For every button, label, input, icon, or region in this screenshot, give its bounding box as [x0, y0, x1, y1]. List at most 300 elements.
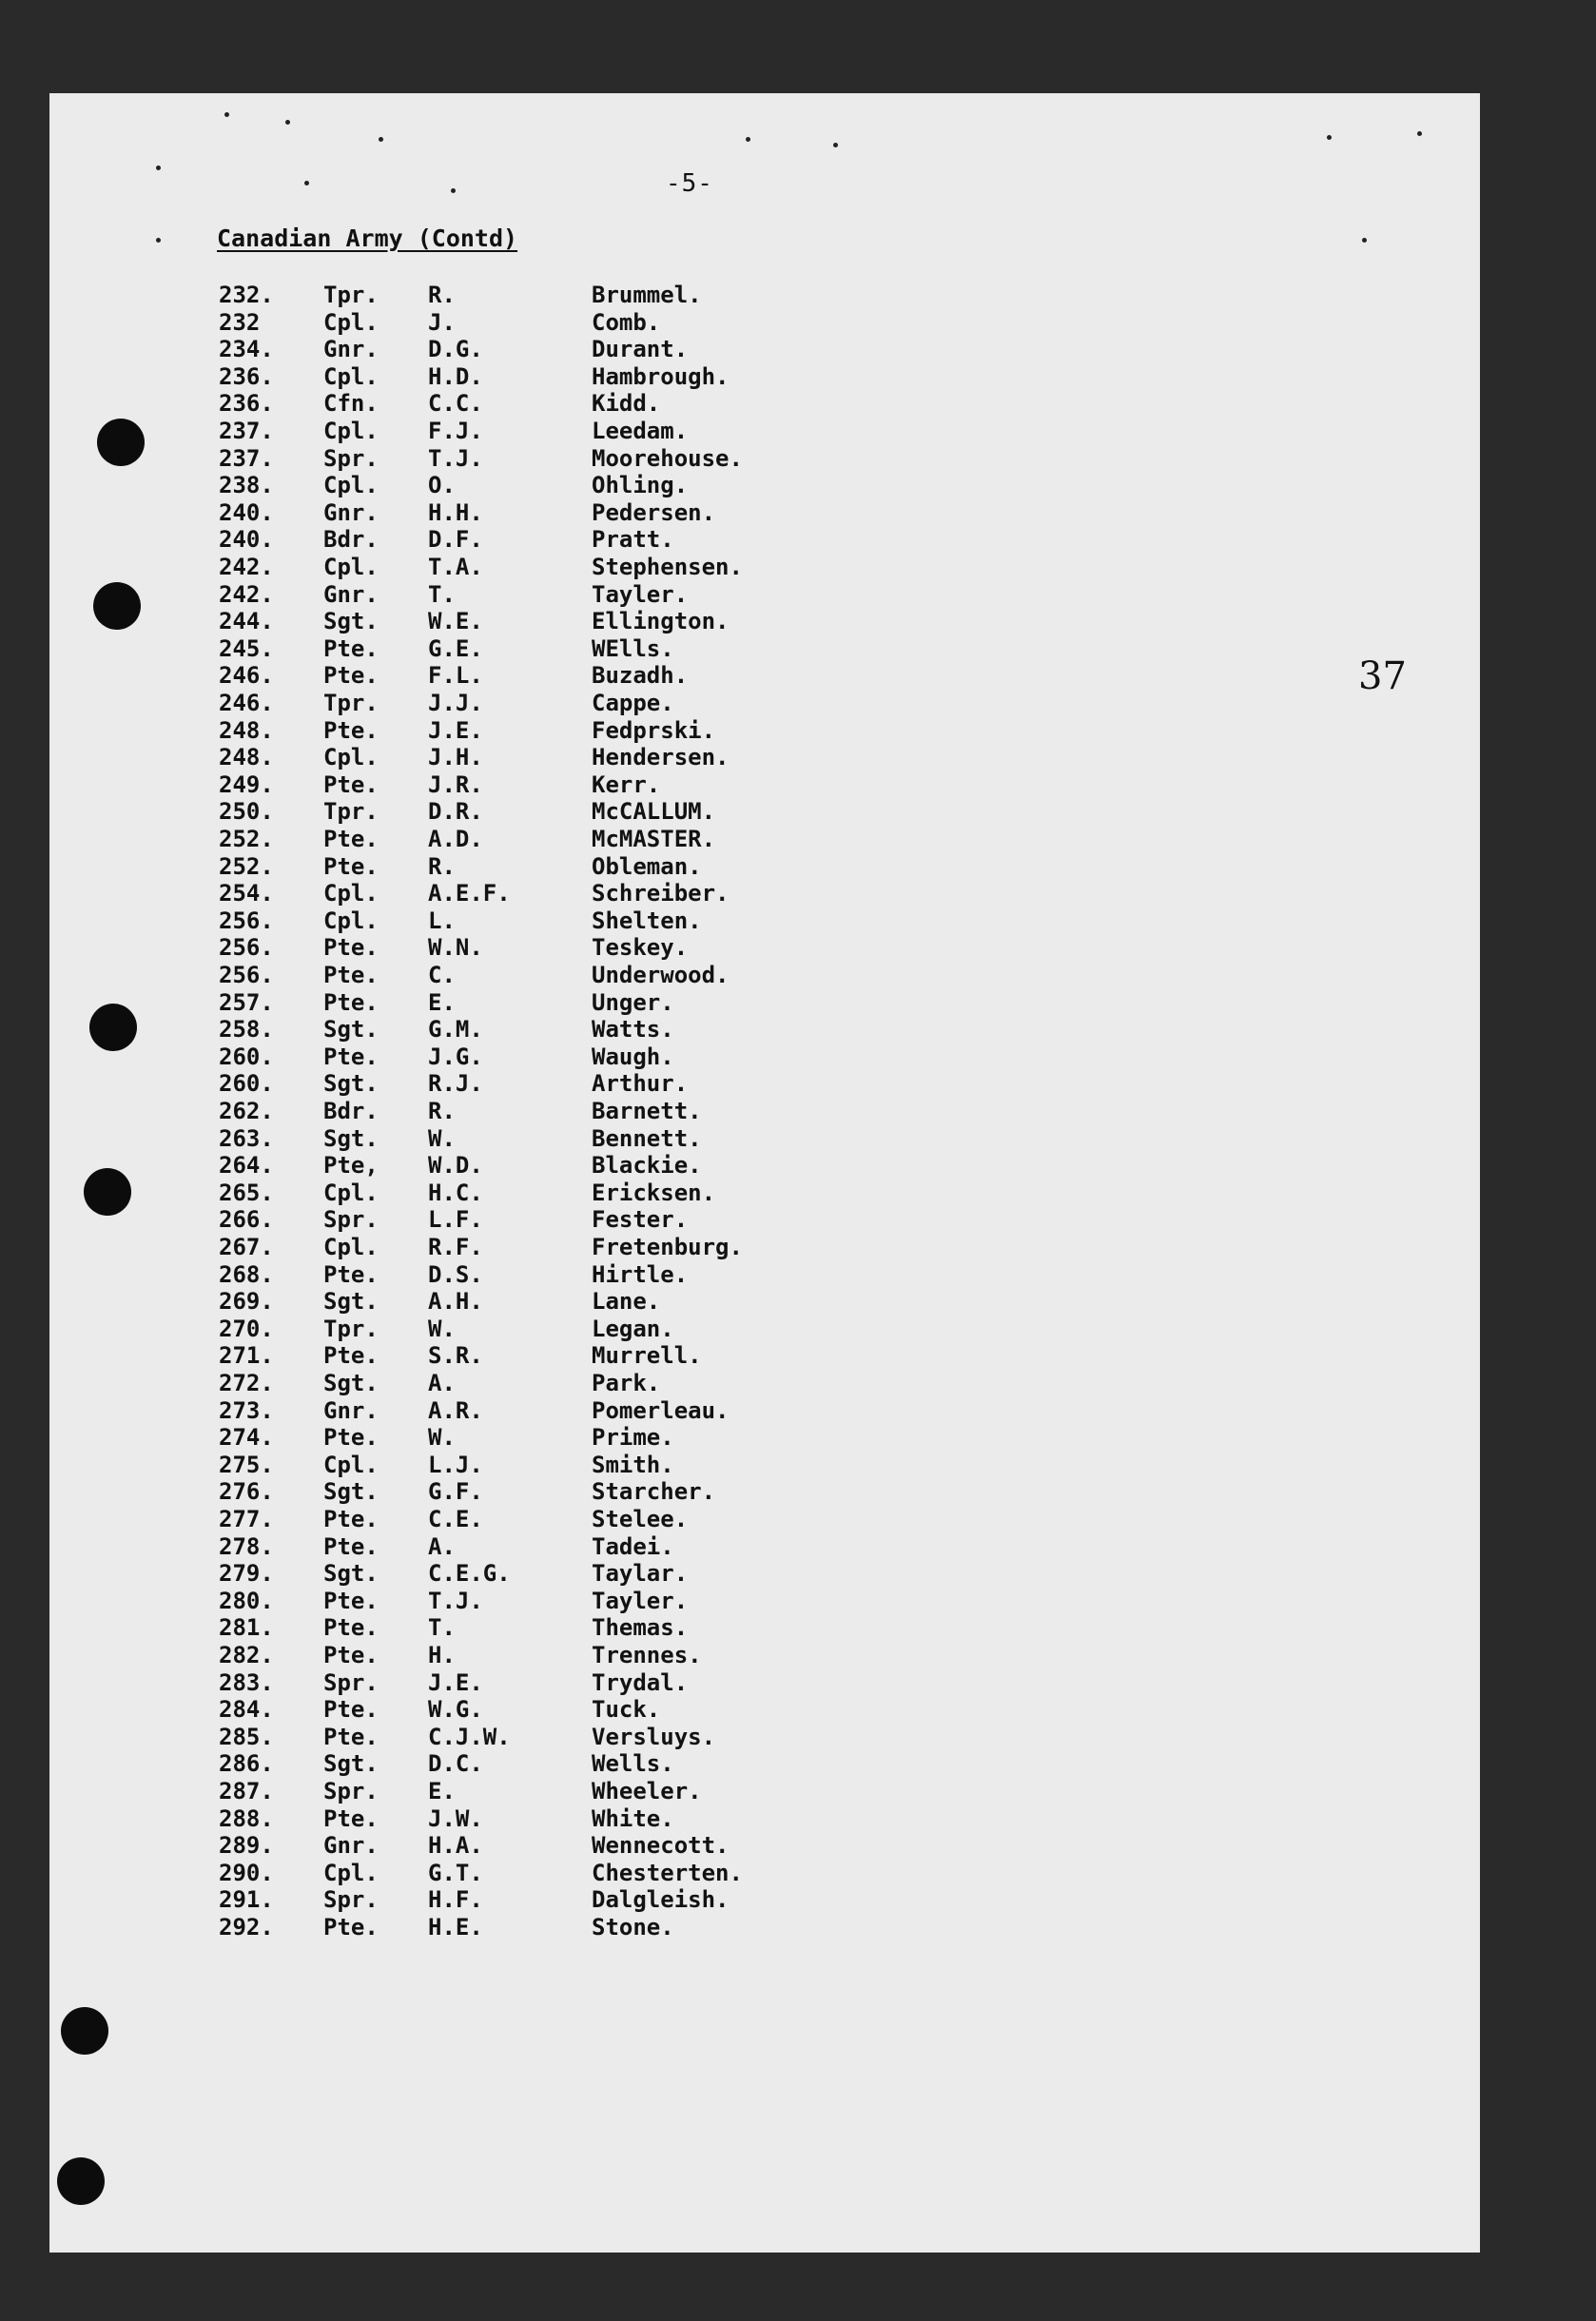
surname: Murrell. — [592, 1342, 702, 1370]
row-number: 265. — [219, 1179, 274, 1206]
row-number: 281. — [219, 1614, 274, 1642]
speck — [1417, 131, 1422, 136]
initials: J.R. — [428, 770, 483, 798]
initials: H. — [428, 1642, 456, 1668]
roster-row — [0, 1152, 856, 1180]
rank: Pte. — [323, 1342, 379, 1370]
surname: Legan. — [592, 1315, 674, 1342]
roster-row — [0, 1724, 856, 1751]
initials: H.H. — [428, 498, 483, 526]
row-number: 252. — [219, 852, 274, 880]
rank: Tpr. — [323, 282, 379, 308]
surname: Leedam. — [592, 418, 689, 444]
row-number: 244. — [219, 608, 274, 635]
roster-row — [0, 1642, 856, 1669]
row-number: 279. — [219, 1560, 274, 1588]
initials: A.H. — [428, 1288, 483, 1316]
initials: G.T. — [428, 1859, 483, 1886]
rank: Pte. — [323, 1532, 379, 1560]
roster-row — [0, 717, 856, 745]
row-number: 256. — [219, 962, 274, 988]
initials: D.G. — [428, 336, 483, 363]
row-number: 274. — [219, 1424, 274, 1452]
roster-row — [0, 418, 856, 445]
initials: J.G. — [428, 1043, 483, 1070]
roster-row — [0, 635, 856, 663]
row-number: 286. — [219, 1750, 274, 1778]
rank: Cpl. — [323, 418, 379, 444]
initials: D.R. — [428, 798, 483, 826]
speck — [451, 188, 456, 193]
initials: W. — [428, 1424, 456, 1452]
initials: L. — [428, 907, 456, 934]
initials: G.M. — [428, 1016, 483, 1043]
row-number: 252. — [219, 826, 274, 852]
rank: Sgt. — [323, 1016, 379, 1043]
row-number: 248. — [219, 744, 274, 771]
surname: McCALLUM. — [592, 798, 716, 826]
row-number: 284. — [219, 1696, 274, 1724]
surname: Taylar. — [592, 1560, 689, 1588]
rank: Pte. — [323, 1424, 379, 1452]
row-number: 238. — [219, 472, 274, 499]
rank: Pte. — [323, 852, 379, 880]
roster-row — [0, 1614, 856, 1642]
rank: Pte. — [323, 934, 379, 962]
initials: T.J. — [428, 1587, 483, 1614]
rank: Pte. — [323, 716, 379, 744]
rank: Cpl. — [323, 1234, 379, 1260]
rank: Sgt. — [323, 1560, 379, 1588]
surname: Pomerleau. — [592, 1396, 730, 1424]
rank: Cpl. — [323, 472, 379, 499]
surname: Ellington. — [592, 608, 730, 635]
surname: Cappe. — [592, 690, 674, 716]
row-number: 273. — [219, 1396, 274, 1424]
surname: Stone. — [592, 1914, 674, 1941]
row-number: 288. — [219, 1804, 274, 1832]
roster-row — [0, 989, 856, 1017]
row-number: 272. — [219, 1370, 274, 1396]
initials: A.E.F. — [428, 880, 511, 907]
roster-row — [0, 1914, 856, 1941]
initials: J.J. — [428, 690, 483, 716]
initials: A. — [428, 1370, 456, 1396]
row-number: 270. — [219, 1315, 274, 1342]
row-number: 256. — [219, 934, 274, 962]
surname: Pratt. — [592, 526, 674, 554]
rank: Cpl. — [323, 362, 379, 390]
roster-row — [0, 771, 856, 799]
surname: Obleman. — [592, 852, 702, 880]
surname: Pedersen. — [592, 498, 716, 526]
roster-row — [0, 744, 856, 771]
initials: C.J.W. — [428, 1723, 511, 1750]
surname: Stelee. — [592, 1506, 689, 1532]
roster-row — [0, 1805, 856, 1833]
initials: E. — [428, 1778, 456, 1804]
roster-row — [0, 798, 856, 826]
rank: Tpr. — [323, 690, 379, 716]
roster-row — [0, 445, 856, 473]
roster-row — [0, 1043, 856, 1071]
initials: C.E. — [428, 1506, 483, 1532]
initials: L.J. — [428, 1451, 483, 1478]
initials: W. — [428, 1124, 456, 1152]
surname: Blackie. — [592, 1152, 702, 1180]
surname: WElls. — [592, 634, 674, 662]
rank: Sgt. — [323, 1478, 379, 1506]
speck — [156, 238, 161, 243]
roster-row — [0, 1125, 856, 1153]
roster-row — [0, 1478, 856, 1506]
row-number: 282. — [219, 1642, 274, 1668]
roster-row — [0, 880, 856, 907]
surname: Smith. — [592, 1451, 674, 1478]
initials: R. — [428, 852, 456, 880]
surname: Buzadh. — [592, 662, 689, 690]
roster-row — [0, 1070, 856, 1098]
rank: Pte. — [323, 1614, 379, 1642]
rank: Sgt. — [323, 1070, 379, 1098]
initials: H.C. — [428, 1179, 483, 1206]
roster-row — [0, 1234, 856, 1261]
roster-row — [0, 1560, 856, 1588]
margin-number: 37 — [1358, 654, 1407, 698]
initials: L.F. — [428, 1206, 483, 1234]
rank: Spr. — [323, 1778, 379, 1804]
initials: R.J. — [428, 1070, 483, 1098]
roster-row — [0, 554, 856, 581]
surname: Brummel. — [592, 282, 702, 308]
roster-row — [0, 1452, 856, 1479]
row-number: 232 — [219, 308, 261, 336]
speck — [304, 181, 309, 185]
surname: Moorehouse. — [592, 444, 743, 472]
rank: Gnr. — [323, 336, 379, 363]
row-number: 277. — [219, 1506, 274, 1532]
rank: Pte. — [323, 1587, 379, 1614]
roster-row — [0, 1316, 856, 1343]
surname: Waugh. — [592, 1043, 674, 1070]
surname: McMASTER. — [592, 826, 716, 852]
rank: Spr. — [323, 1668, 379, 1696]
punch-hole — [57, 2157, 105, 2205]
roster-row — [0, 1370, 856, 1397]
initials: W.D. — [428, 1152, 483, 1180]
surname: Versluys. — [592, 1723, 716, 1750]
surname: Stephensen. — [592, 554, 743, 580]
initials: J.W. — [428, 1804, 483, 1832]
row-number: 291. — [219, 1886, 274, 1914]
row-number: 292. — [219, 1914, 274, 1941]
initials: A.R. — [428, 1396, 483, 1424]
rank: Sgt. — [323, 1750, 379, 1778]
row-number: 248. — [219, 716, 274, 744]
row-number: 232. — [219, 282, 274, 308]
surname: Underwood. — [592, 962, 730, 988]
initials: G.E. — [428, 634, 483, 662]
initials: R. — [428, 1098, 456, 1124]
rank: Bdr. — [323, 1098, 379, 1124]
roster-row — [0, 690, 856, 717]
punch-hole — [61, 2007, 108, 2055]
rank: Gnr. — [323, 498, 379, 526]
surname: Shelten. — [592, 907, 702, 934]
row-number: 257. — [219, 988, 274, 1016]
roster-row — [0, 282, 856, 309]
rank: Cpl. — [323, 1179, 379, 1206]
roster-row — [0, 853, 856, 881]
surname: Park. — [592, 1370, 661, 1396]
roster-row — [0, 390, 856, 418]
surname: Lane. — [592, 1288, 661, 1316]
row-number: 246. — [219, 690, 274, 716]
surname: White. — [592, 1804, 674, 1832]
speck — [833, 143, 838, 147]
row-number: 262. — [219, 1098, 274, 1124]
rank: Cpl. — [323, 308, 379, 336]
row-number: 250. — [219, 798, 274, 826]
rank: Cfn. — [323, 390, 379, 418]
page-number: -5- — [666, 169, 713, 198]
rank: Pte. — [323, 1804, 379, 1832]
initials: S.R. — [428, 1342, 483, 1370]
rank: Sgt. — [323, 608, 379, 635]
roster-row — [0, 608, 856, 635]
row-number: 256. — [219, 907, 274, 934]
rank: Pte. — [323, 662, 379, 690]
surname: Chesterten. — [592, 1859, 743, 1886]
roster-row — [0, 526, 856, 554]
initials: A. — [428, 1532, 456, 1560]
rank: Pte. — [323, 1260, 379, 1288]
rank: Cpl. — [323, 744, 379, 771]
roster-row — [0, 1342, 856, 1370]
rank: Cpl. — [323, 880, 379, 907]
speck — [224, 112, 229, 117]
roster-row — [0, 907, 856, 935]
row-number: 240. — [219, 498, 274, 526]
roster-row — [0, 1588, 856, 1615]
initials: D.F. — [428, 526, 483, 554]
initials: W.E. — [428, 608, 483, 635]
initials: T.A. — [428, 554, 483, 580]
speck — [1362, 238, 1367, 243]
surname: Fester. — [592, 1206, 689, 1234]
surname: Trydal. — [592, 1668, 689, 1696]
surname: Starcher. — [592, 1478, 716, 1506]
surname: Fedprski. — [592, 716, 716, 744]
row-number: 245. — [219, 634, 274, 662]
speck — [379, 137, 383, 142]
initials: J.H. — [428, 744, 483, 771]
initials: C. — [428, 962, 456, 988]
row-number: 268. — [219, 1260, 274, 1288]
rank: Cpl. — [323, 907, 379, 934]
roster-row — [0, 1397, 856, 1425]
rank: Tpr. — [323, 1315, 379, 1342]
surname: Schreiber. — [592, 880, 730, 907]
row-number: 278. — [219, 1532, 274, 1560]
surname: Hambrough. — [592, 362, 730, 390]
roster-row — [0, 1180, 856, 1207]
surname: Watts. — [592, 1016, 674, 1043]
row-number: 242. — [219, 554, 274, 580]
surname: Comb. — [592, 308, 661, 336]
surname: Kerr. — [592, 770, 661, 798]
initials: F.J. — [428, 418, 483, 444]
rank: Gnr. — [323, 580, 379, 608]
roster-row — [0, 1261, 856, 1289]
row-number: 276. — [219, 1478, 274, 1506]
row-number: 271. — [219, 1342, 274, 1370]
surname: Durant. — [592, 336, 689, 363]
row-number: 246. — [219, 662, 274, 690]
initials: J. — [428, 308, 456, 336]
row-number: 237. — [219, 444, 274, 472]
rank: Pte. — [323, 826, 379, 852]
surname: Wennecott. — [592, 1832, 730, 1860]
surname: Hendersen. — [592, 744, 730, 771]
surname: Arthur. — [592, 1070, 689, 1098]
surname: Trennes. — [592, 1642, 702, 1668]
initials: J.E. — [428, 1668, 483, 1696]
surname: Ericksen. — [592, 1179, 716, 1206]
roster-row — [0, 662, 856, 690]
roster-row — [0, 962, 856, 989]
initials: H.D. — [428, 362, 483, 390]
initials: R. — [428, 282, 456, 308]
roster-row — [0, 1832, 856, 1860]
row-number: 258. — [219, 1016, 274, 1043]
roster-row — [0, 1533, 856, 1561]
initials: H.A. — [428, 1832, 483, 1860]
surname: Teskey. — [592, 934, 689, 962]
roster-row — [0, 363, 856, 391]
surname: Tuck. — [592, 1696, 661, 1724]
rank: Sgt. — [323, 1124, 379, 1152]
speck — [1327, 135, 1332, 140]
roster-row — [0, 1696, 856, 1724]
roster-row — [0, 581, 856, 609]
row-number: 267. — [219, 1234, 274, 1260]
roster-row — [0, 309, 856, 337]
rank: Sgt. — [323, 1370, 379, 1396]
rank: Pte. — [323, 1506, 379, 1532]
roster-row — [0, 472, 856, 499]
initials: C.E.G. — [428, 1560, 511, 1588]
roster-row — [0, 1016, 856, 1043]
row-number: 289. — [219, 1832, 274, 1860]
roster-row — [0, 1288, 856, 1316]
row-number: 260. — [219, 1043, 274, 1070]
row-number: 285. — [219, 1723, 274, 1750]
roster-row — [0, 1098, 856, 1125]
section-heading: Canadian Army (Contd) — [217, 224, 518, 252]
row-number: 264. — [219, 1152, 274, 1180]
surname: Wheeler. — [592, 1778, 702, 1804]
rank: Cpl. — [323, 1859, 379, 1886]
roster-row — [0, 1778, 856, 1805]
surname: Barnett. — [592, 1098, 702, 1124]
roster-row — [0, 1860, 856, 1887]
row-number: 269. — [219, 1288, 274, 1316]
rank: Pte. — [323, 1043, 379, 1070]
initials: W.N. — [428, 934, 483, 962]
initials: E. — [428, 988, 456, 1016]
initials: A.D. — [428, 826, 483, 852]
initials: W. — [428, 1315, 456, 1342]
row-number: 236. — [219, 362, 274, 390]
roster-row — [0, 1506, 856, 1533]
rank: Pte. — [323, 770, 379, 798]
row-number: 260. — [219, 1070, 274, 1098]
initials: H.E. — [428, 1914, 483, 1941]
rank: Pte. — [323, 634, 379, 662]
row-number: 242. — [219, 580, 274, 608]
rank: Pte, — [323, 1152, 379, 1180]
roster-row — [0, 1886, 856, 1914]
row-number: 263. — [219, 1124, 274, 1152]
rank: Sgt. — [323, 1288, 379, 1316]
initials: R.F. — [428, 1234, 483, 1260]
initials: W.G. — [428, 1696, 483, 1724]
initials: G.F. — [428, 1478, 483, 1506]
row-number: 237. — [219, 418, 274, 444]
rank: Pte. — [323, 1696, 379, 1724]
rank: Pte. — [323, 962, 379, 988]
row-number: 287. — [219, 1778, 274, 1804]
surname: Fretenburg. — [592, 1234, 743, 1260]
roster-row — [0, 336, 856, 363]
rank: Gnr. — [323, 1832, 379, 1860]
surname: Themas. — [592, 1614, 689, 1642]
roster-row — [0, 934, 856, 962]
rank: Pte. — [323, 1642, 379, 1668]
row-number: 275. — [219, 1451, 274, 1478]
surname: Unger. — [592, 988, 674, 1016]
rank: Bdr. — [323, 526, 379, 554]
initials: D.S. — [428, 1260, 483, 1288]
surname: Tayler. — [592, 580, 689, 608]
row-number: 266. — [219, 1206, 274, 1234]
surname: Wells. — [592, 1750, 674, 1778]
surname: Bennett. — [592, 1124, 702, 1152]
roster-row — [0, 826, 856, 853]
rank: Tpr. — [323, 798, 379, 826]
row-number: 234. — [219, 336, 274, 363]
rank: Gnr. — [323, 1396, 379, 1424]
roster-row — [0, 1750, 856, 1778]
roster-row — [0, 1206, 856, 1234]
rank: Cpl. — [323, 554, 379, 580]
surname: Prime. — [592, 1424, 674, 1452]
rank: Pte. — [323, 1914, 379, 1941]
row-number: 249. — [219, 770, 274, 798]
row-number: 280. — [219, 1587, 274, 1614]
roster-row — [0, 499, 856, 527]
roster-row — [0, 1424, 856, 1452]
surname: Tadei. — [592, 1532, 674, 1560]
rank: Cpl. — [323, 1451, 379, 1478]
surname: Kidd. — [592, 390, 661, 418]
initials: T. — [428, 1614, 456, 1642]
row-number: 290. — [219, 1859, 274, 1886]
surname: Ohling. — [592, 472, 689, 499]
speck — [746, 137, 750, 142]
row-number: 254. — [219, 880, 274, 907]
